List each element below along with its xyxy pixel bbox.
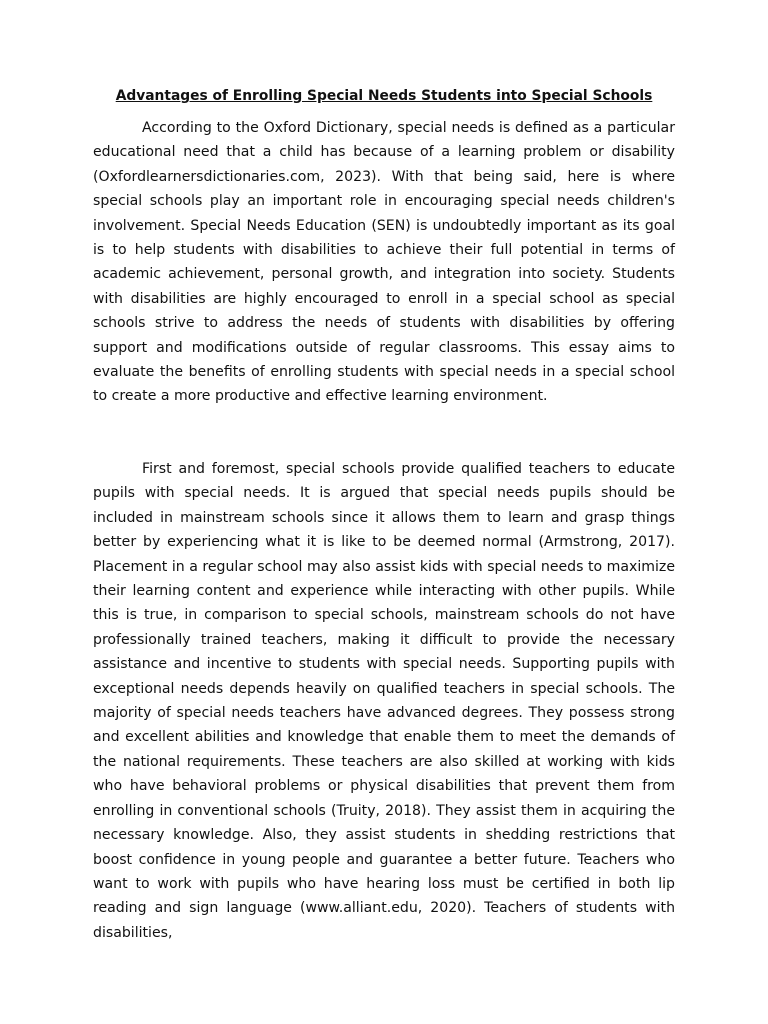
document-title: Advantages of Enrolling Special Needs Students into Special Schools <box>115 88 653 104</box>
paragraph-introduction: According to the Oxford Dictionary, special needs is defined as a particular educational need that a child has because of a learning problem or disability (Oxfordlearnersdictionaries.com, 2023). With that being said, here is where special schools play an important role in encouraging special needs children's involvement. Special Needs Education (SEN) is undoubtedly important as its goal is to help students with disabilities to achieve their full potential in terms of academic achievement, personal growth, and integration into society. Students with disabilities are highly encouraged to enroll in a special school as special schools strive to address the needs of students with disabilities by offering support and modifications outside of regular classrooms. This essay aims to evaluate the benefits of enrolling students with special needs in a special school to create a more productive and effective learning environment. <box>93 120 675 405</box>
paragraph-body-1: First and foremost, special schools provide qualified teachers to educate pupils with special needs. It is argued that special needs pupils should be included in mainstream schools since it allows them to learn and grasp things better by experiencing what it is like to be deemed normal (Armstrong, 2017). Placement in a regular school may also assist kids with special needs to maximize their learning content and experience while interacting with other pupils. While this is true, in comparison to special schools, mainstream schools do not have professionally trained teachers, making it difficult to provide the necessary assistance and incentive to students with special needs. Supporting pupils with exceptional needs depends heavily on qualified teachers in special schools. The majority of special needs teachers have advanced degrees. They possess strong and excellent abilities and knowledge that enable them to meet the demands of the national requirements. These teachers are also skilled at working with kids who have behavioral problems or physical disabilities that prevent them from enrolling in conventional schools (Truity, 2018). They assist them in acquiring the necessary knowledge. Also, they assist students in shedding restrictions that boost confidence in young people and guarantee a better future. Teachers who want to work with pupils who have hearing loss must be certified in both lip reading and sign language (www.alliant.edu, 2020). Teachers of students with disabilities, <box>93 461 675 941</box>
